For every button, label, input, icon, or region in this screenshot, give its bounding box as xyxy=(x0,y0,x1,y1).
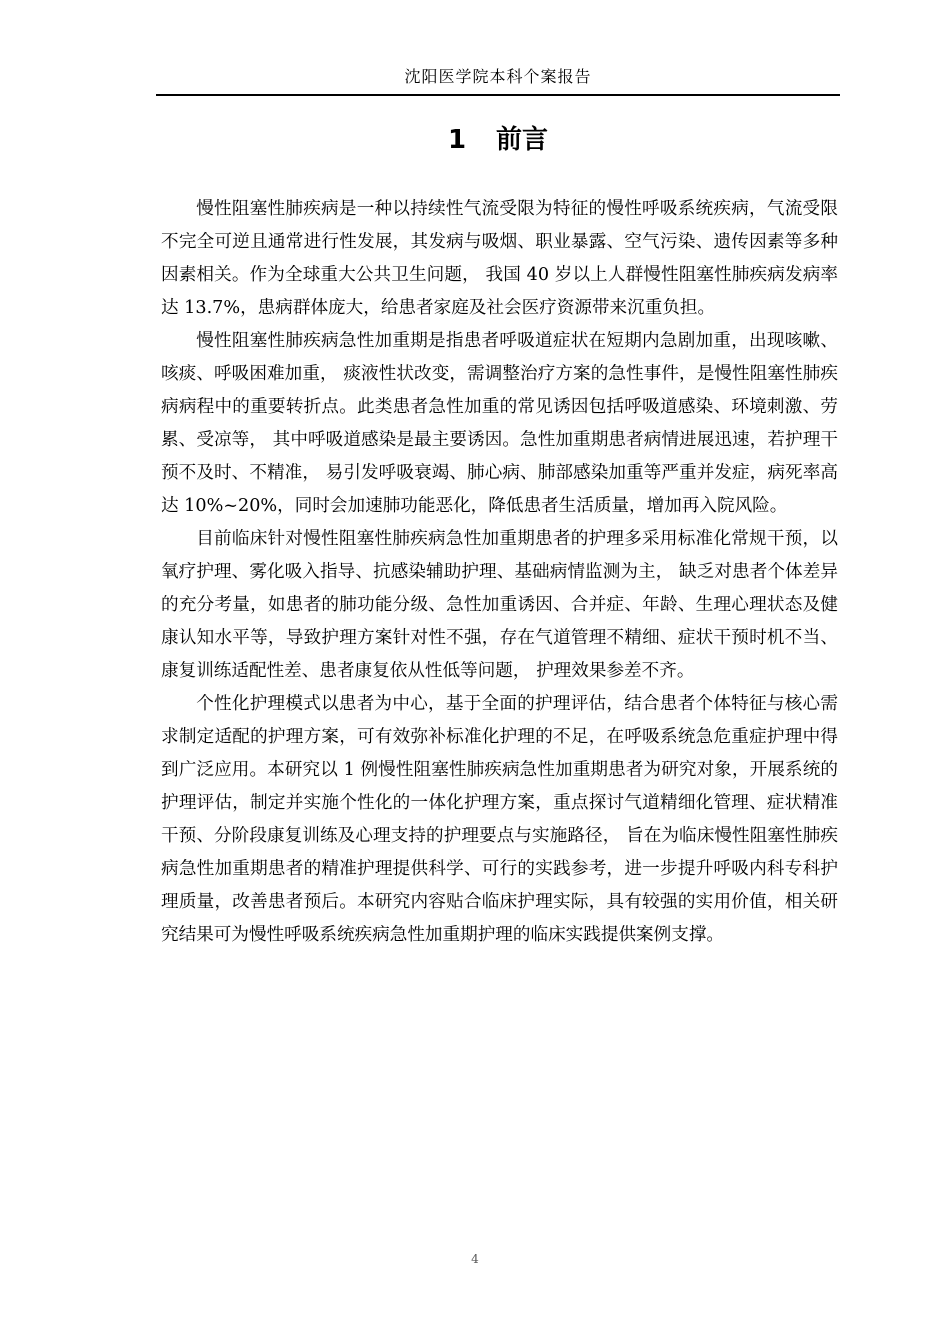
page-number: 4 xyxy=(471,1252,479,1266)
section-number: 1 xyxy=(447,125,467,155)
section-heading xyxy=(156,122,840,158)
running-header: 沈阳医学院本科个案报告 xyxy=(404,67,592,86)
paragraph: 目前临床针对慢性阻塞性肺疾病急性加重期患者的护理多采用标准化常规干预，以氧疗护理、雾化吸入指导、抗感染辅助护理、基础病情监测为主， 缺乏对患者个体差异的充分考量，如患者的肺功能分级、急性加重诱因、合并症、年龄、生理心理状态及健康认知水平等，导致护理方案针对性不强，存在气道管理不精细、症状干预时机不当、康复训练适配性差、患者康复依从性低等问题， 护理效果参差不齐。 xyxy=(161,529,838,681)
paragraph: 个性化护理模式以患者为中心，基于全面的护理评估，结合患者个体特征与核心需求制定适配的护理方案，可有效弥补标准化护理的不足，在呼吸系统急危重症护理中得到广泛应用。本研究以 1 例慢性阻塞性肺疾病急性加重期患者为研究对象，开展系统的护理评估，制定并实施个性化的一体化护理方案，重点探讨气道精细化管理、症状精准干预、分阶段康复训练及心理支持的护理要点与实施路径， 旨在为临床慢性阻塞性肺疾病急性加重期患者的精准护理提供科学、可行的实践参考，进一步提升呼吸内科专科护理质量，改善患者预后。本研究内容贴合临床护理实际，具有较强的实用价值，相关研究结果可为慢性呼吸系统疾病急性加重期护理的临床实践提供案例支撑。 xyxy=(161,694,838,945)
paragraph: 慢性阻塞性肺疾病是一种以持续性气流受限为特征的慢性呼吸系统疾病，气流受限不完全可逆且通常进行性发展，其发病与吸烟、职业暴露、空气污染、遗传因素等多种因素相关。作为全球重大公共卫生问题， 我国 40 岁以上人群慢性阻塞性肺疾病发病率达 13.7%，患病群体庞大，给患者家庭及社会医疗资源带来沉重负担。 xyxy=(161,199,838,318)
body-text xyxy=(161,193,838,952)
paragraph: 慢性阻塞性肺疾病急性加重期是指患者呼吸道症状在短期内急剧加重，出现咳嗽、咳痰、呼吸困难加重， 痰液性状改变，需调整治疗方案的急性事件，是慢性阻塞性肺疾病病程中的重要转折点。此类患者急性加重的常见诱因包括呼吸道感染、环境刺激、劳累、受凉等， 其中呼吸道感染是最主要诱因。急性加重期患者病情进展迅速，若护理干预不及时、不精准， 易引发呼吸衰竭、肺心病、肺部感染加重等严重并发症，病死率高达 10%~20%，同时会加速肺功能恶化，降低患者生活质量，增加再入院风险。 xyxy=(161,331,838,516)
header-divider xyxy=(156,94,840,96)
section-title: 前言 xyxy=(496,125,549,155)
